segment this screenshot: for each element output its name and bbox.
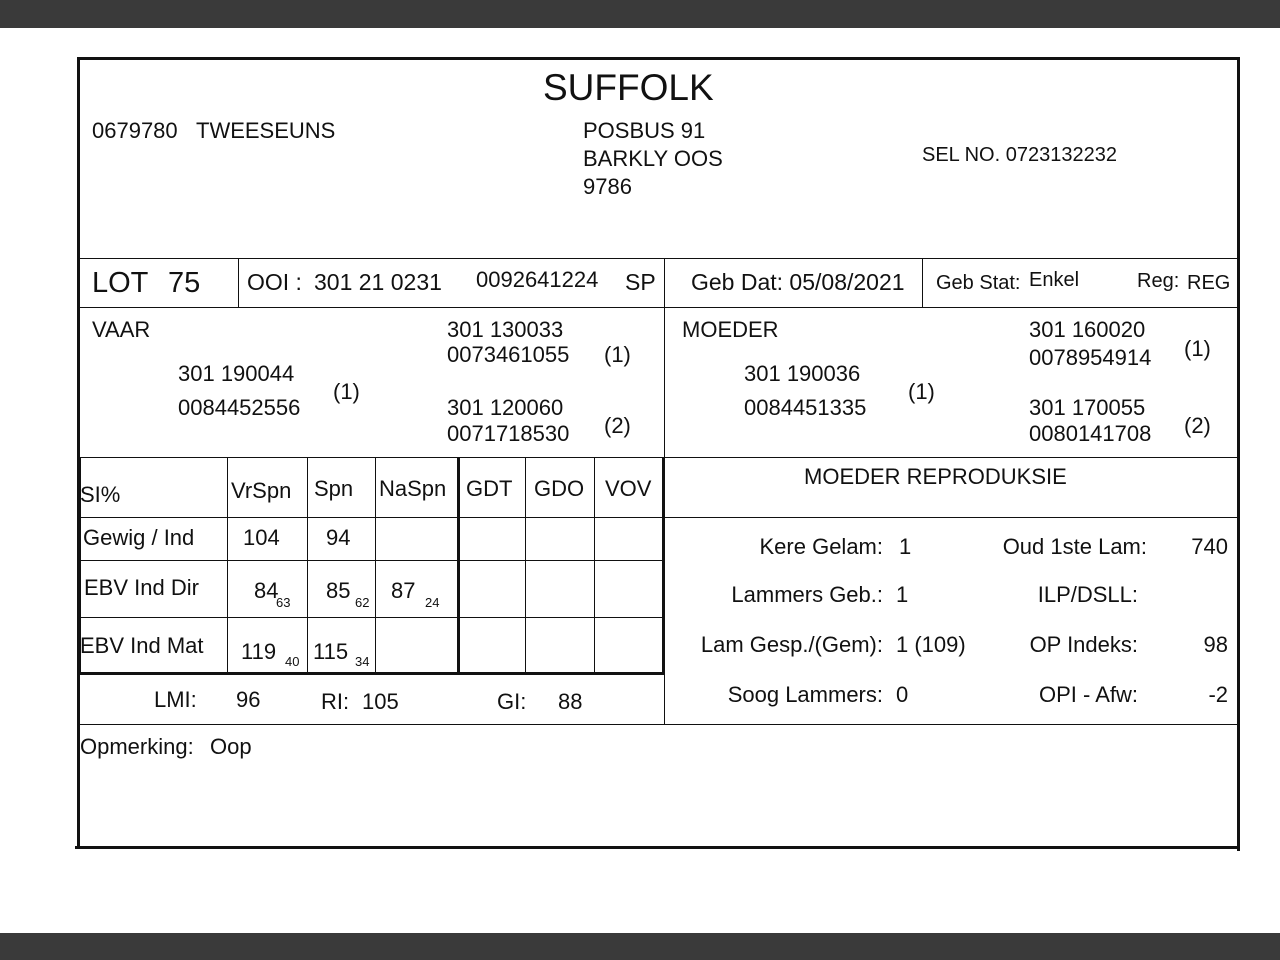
address-line1: POSBUS 91	[583, 118, 706, 143]
breed-title: SUFFOLK	[543, 67, 714, 108]
sel-no: SEL NO. 0723132232	[922, 144, 1117, 166]
col-header-gdt: GDT	[466, 476, 513, 501]
rule-col-si	[227, 457, 228, 673]
lmi-label: LMI:	[154, 687, 197, 712]
gewig-spn: 94	[326, 525, 351, 550]
lam-gesp-value: 1 (109)	[896, 632, 966, 657]
address-line2: BARKLY OOS	[583, 146, 723, 171]
gewig-vrspn: 104	[243, 525, 280, 550]
address-line3: 9786	[583, 174, 632, 199]
lmi-value: 96	[236, 687, 261, 712]
ebv-dir-vrspn-acc: 63	[276, 595, 291, 610]
reg-label: Reg:	[1137, 270, 1180, 292]
col-header-gdo: GDO	[534, 476, 585, 501]
moeder-sire-id: 301 160020	[1029, 317, 1146, 342]
oud-1ste-lam-value: 740	[1191, 534, 1228, 559]
lot-number: 75	[168, 267, 201, 299]
ebv-mat-vrspn: 119	[241, 639, 277, 664]
reg-value: REG	[1187, 272, 1231, 294]
rule-col-naspn	[457, 457, 460, 675]
rule-header	[80, 258, 1237, 259]
col-header-vrspn: VrSpn	[231, 478, 292, 503]
moeder-code: 0084451335	[744, 395, 867, 420]
ooi-label: OOI :	[247, 269, 302, 295]
rule-col-spn	[375, 457, 376, 673]
vaar-dam-mark: (2)	[604, 413, 631, 438]
frame-bottom	[75, 846, 1240, 849]
rule-row1	[80, 560, 665, 561]
owner-name: TWEESEUNS	[196, 118, 336, 143]
vaar-sire-code: 0073461055	[447, 342, 570, 367]
col-header-si: SI%	[80, 482, 121, 507]
vaar-id: 301 190044	[178, 361, 295, 386]
ebv-mat-spn-acc: 34	[355, 654, 370, 669]
rule-geb-sep	[922, 258, 923, 308]
rule-col-gdo	[594, 457, 595, 673]
geb-stat-label: Geb Stat:	[936, 272, 1021, 294]
ooi-breed: SP	[625, 269, 656, 295]
opi-afw-value: -2	[1208, 682, 1228, 707]
vaar-dam-code: 0071718530	[447, 421, 570, 446]
ebv-dir-spn-acc: 62	[355, 595, 370, 610]
gi-label: GI:	[497, 689, 527, 714]
row-label-ebv-mat: EBV Ind Mat	[80, 633, 204, 658]
ilp-dsll-label: ILP/DSLL:	[1037, 582, 1138, 607]
remark-label: Opmerking:	[80, 734, 194, 759]
ooi-code: 0092641224	[476, 267, 599, 292]
rule-lot-sep	[238, 258, 239, 308]
moeder-id: 301 190036	[744, 361, 861, 386]
col-header-vov: VOV	[605, 476, 652, 501]
rule-lot	[80, 307, 1237, 308]
ri-label: RI:	[321, 689, 350, 714]
rule-table-right	[662, 457, 665, 675]
kere-gelam-value: 1	[899, 534, 912, 559]
rule-indices	[80, 724, 1237, 725]
rule-col-vrspn	[307, 457, 308, 673]
lammers-geb-value: 1	[896, 582, 909, 607]
repro-title: MOEDER REPRODUKSIE	[804, 464, 1067, 489]
moeder-sire-mark: (1)	[1184, 336, 1211, 361]
kere-gelam-label: Kere Gelam:	[759, 534, 883, 559]
vaar-sire-mark: (1)	[604, 342, 631, 367]
col-header-naspn: NaSpn	[379, 476, 447, 501]
rule-table-bottom	[80, 672, 665, 675]
geb-stat-value: Enkel	[1029, 269, 1080, 291]
gi-value: 88	[558, 689, 583, 714]
soog-lammers-value: 0	[896, 682, 909, 707]
row-label-ebv-dir: EBV Ind Dir	[84, 575, 199, 600]
ri-value: 105	[362, 689, 399, 714]
ebv-dir-vrspn: 84	[254, 578, 279, 603]
oud-1ste-lam-label: Oud 1ste Lam:	[1002, 534, 1147, 559]
moeder-dam-mark: (2)	[1184, 413, 1211, 438]
vaar-code: 0084452556	[178, 395, 301, 420]
moeder-dam-code: 0080141708	[1029, 421, 1152, 446]
ebv-mat-vrspn-acc: 40	[285, 654, 300, 669]
frame-left	[77, 57, 80, 849]
moeder-label: MOEDER	[682, 317, 779, 342]
ebv-dir-spn: 85	[326, 578, 351, 603]
geb-dat: Geb Dat: 05/08/2021	[691, 269, 905, 295]
vaar-sire-id: 301 130033	[447, 317, 564, 342]
moeder-dam-id: 301 170055	[1029, 395, 1146, 420]
soog-lammers-label: Soog Lammers:	[727, 682, 883, 707]
owner-code: 0679780	[92, 118, 178, 143]
bottom-dark-bar	[0, 933, 1280, 960]
rule-row2	[80, 617, 665, 618]
lot-label: LOT	[92, 267, 149, 299]
rule-table-head	[80, 517, 1237, 518]
ebv-mat-spn: 115	[313, 639, 349, 664]
remark-value: Oop	[210, 734, 252, 759]
ebv-dir-naspn-acc: 24	[425, 595, 440, 610]
opi-afw-label: OPI - Afw:	[1038, 682, 1138, 707]
op-indeks-value: 98	[1203, 632, 1228, 657]
rule-col-gdt	[525, 457, 526, 673]
vaar-mark: (1)	[333, 379, 360, 404]
ebv-dir-naspn: 87	[391, 578, 416, 603]
lam-gesp-label: Lam Gesp./(Gem):	[700, 632, 883, 657]
op-indeks-label: OP Indeks:	[1029, 632, 1138, 657]
frame-top	[77, 57, 1240, 60]
vaar-label: VAAR	[92, 317, 151, 342]
moeder-sire-code: 0078954914	[1029, 345, 1152, 370]
col-header-spn: Spn	[314, 476, 354, 501]
top-dark-bar	[0, 0, 1280, 28]
frame-right	[1237, 57, 1240, 851]
ooi-id: 301 21 0231	[314, 269, 442, 295]
moeder-mark: (1)	[908, 379, 935, 404]
rule-pedigree	[80, 457, 1237, 458]
vaar-dam-id: 301 120060	[447, 395, 564, 420]
row-label-gewig: Gewig / Ind	[83, 525, 195, 550]
lammers-geb-label: Lammers Geb.:	[731, 582, 883, 607]
